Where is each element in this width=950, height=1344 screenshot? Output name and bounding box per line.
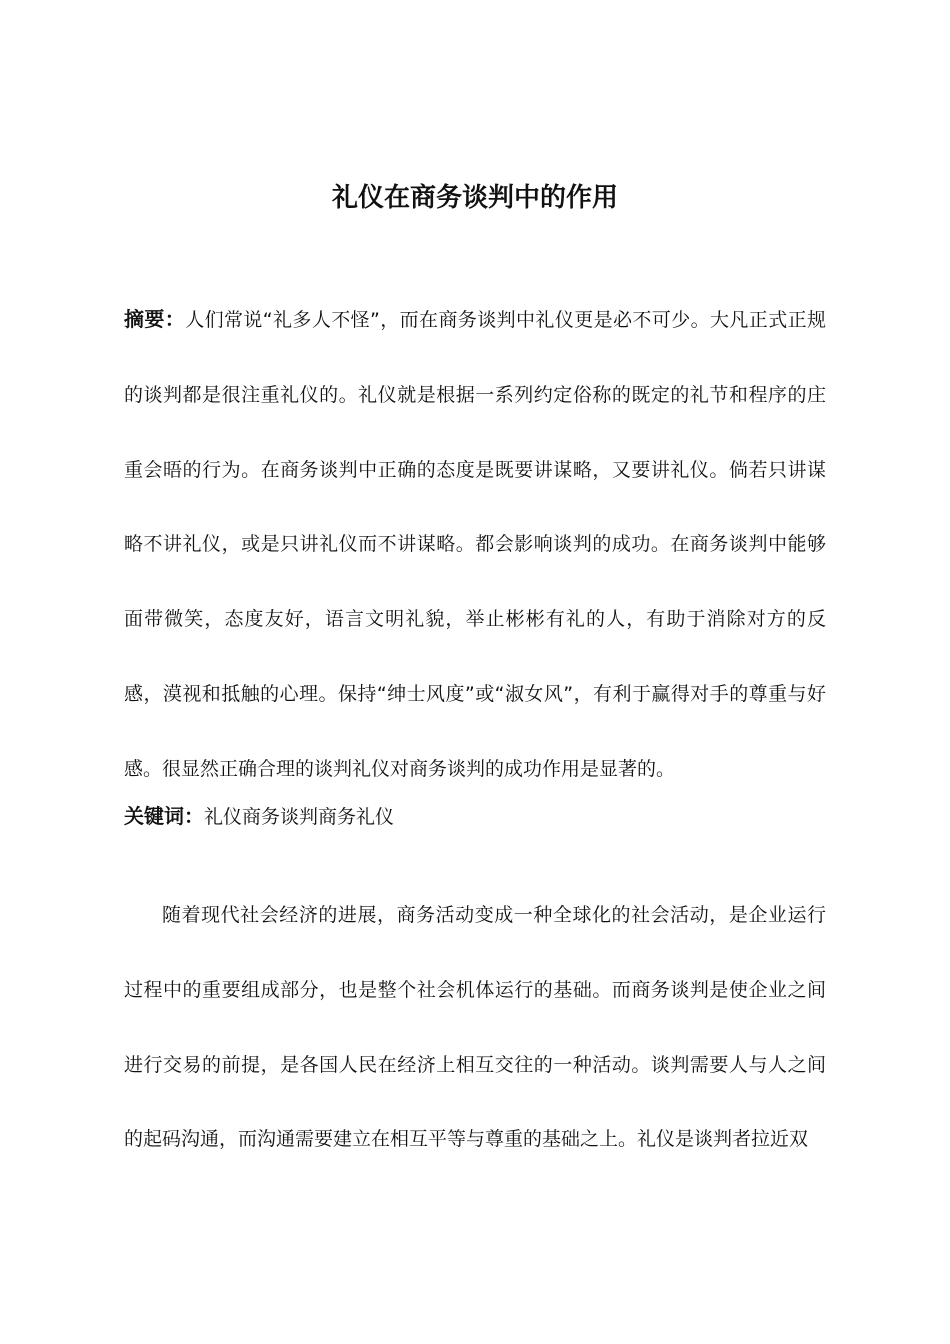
document-title: 礼仪在商务谈判中的作用 — [331, 183, 618, 213]
keywords-line — [124, 796, 826, 837]
keywords-label: 关键词： — [124, 804, 204, 828]
body-paragraph: 随着现代社会经济的进展，商务活动变成一种全球化的社会活动，是企业运行过程中的重要组成部分，也是整个社会机体运行的基础。而商务谈判是使企业之间进行交易的前提，是各国人民在经济上相互交往的一种活动。谈判需要人与人之间的起码沟通，而沟通需要建立在相互平等与尊重的基础之上。礼仪是谈判者拉近双 — [124, 904, 826, 1151]
abstract-text: 人们常说“礼多人不怪”，而在商务谈判中礼仪更是必不可少。大凡正式正规的谈判都是很注重礼仪的。礼仪就是根据一系列约定俗称的既定的礼节和程序的庄重会晤的行为。在商务谈判中正确的态度是既要讲谋略，又要讲礼仪。倘若只讲谋略不讲礼仪，或是只讲礼仪而不讲谋略。都会影响谈判的成功。在商务谈判中能够面带微笑，态度友好，语言文明礼貌，举止彬彬有礼的人，有助于消除对方的反感，漠视和抵触的心理。保持“绅士风度”或“淑女风”，有利于赢得对手的尊重与好感。很显然正确合理的谈判礼仪对商务谈判的成功作用是显著的。 — [124, 309, 826, 780]
keywords-text: 礼仪商务谈判商务礼仪 — [204, 806, 395, 828]
abstract-paragraph — [124, 282, 826, 807]
abstract-label: 摘要： — [124, 307, 186, 331]
